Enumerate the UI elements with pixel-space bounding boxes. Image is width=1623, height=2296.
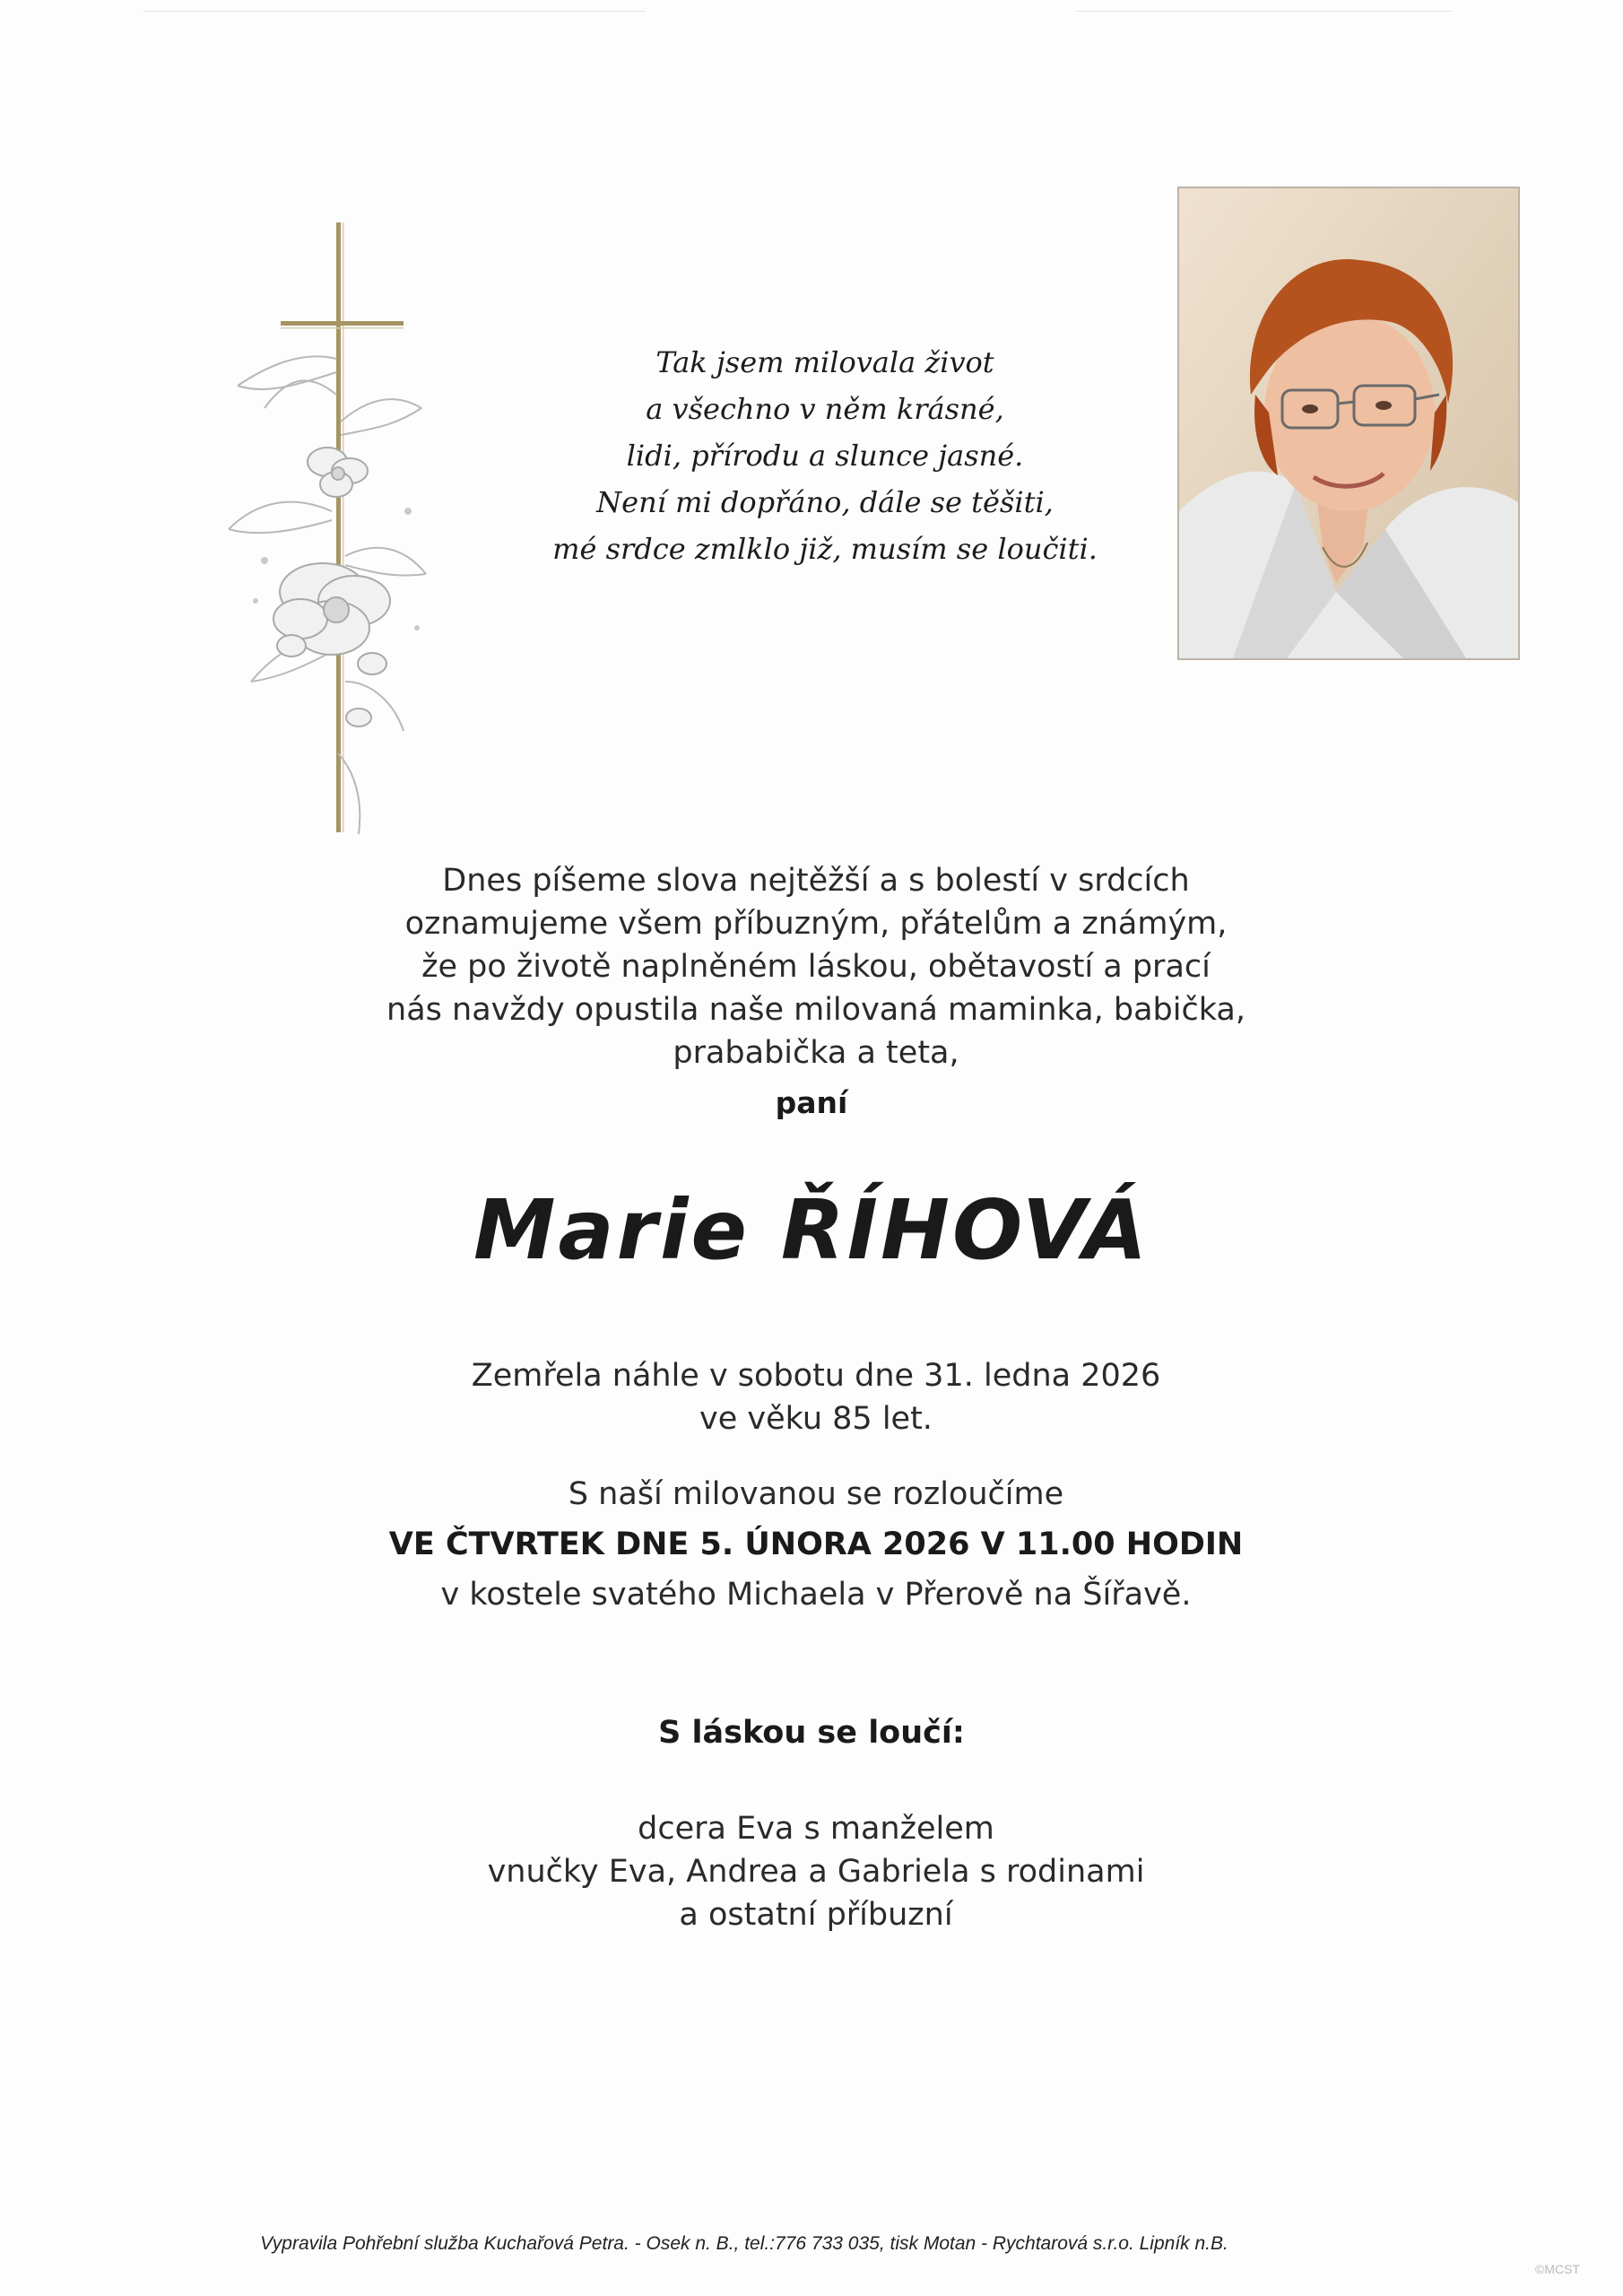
announcement-line: nás navždy opustila naše milovaná maminka, babička,: [386, 992, 1245, 1028]
portrait-photo: [1177, 187, 1520, 660]
mourners-list: [318, 1807, 1314, 1936]
poem: [502, 339, 1148, 572]
funeral-service-credit: Vypravila Pohřební služba Kuchařová Petra. - Osek n. B., tel.:776 733 035, tisk Motan - Rychtarová s.r.o. Lipník n.B.: [260, 2233, 1228, 2254]
funeral-date-time: VE ČTVRTEK DNE 5. ÚNORA 2026 V 11.00 HODIN: [388, 1526, 1244, 1562]
death-line: ve věku 85 let.: [699, 1401, 933, 1437]
poem-line: a všechno v něm krásné,: [646, 392, 1004, 426]
announcement-line: že po životě naplněném láskou, obětavostí a prací: [421, 949, 1211, 985]
mourner-line: vnučky Eva, Andrea a Gabriela s rodinami: [487, 1854, 1145, 1890]
poem-line: mé srdce zmlklo již, musím se loučiti.: [552, 532, 1098, 566]
poem-line: lidi, přírodu a slunce jasné.: [626, 439, 1024, 473]
funeral-location: v kostele svatého Michaela v Přerově na Šířavě.: [440, 1577, 1192, 1613]
mourner-line: a ostatní příbuzní: [679, 1897, 953, 1933]
mourners-heading: S láskou se loučí:: [658, 1715, 965, 1751]
watermark: ©MCST: [1535, 2262, 1580, 2276]
announcement-line: Dnes píšeme slova nejtěžší a s bolestí v srdcích: [442, 863, 1190, 899]
honorific: paní: [775, 1085, 848, 1120]
poem-line: Není mi dopřáno, dále se těšiti,: [596, 485, 1054, 519]
announcement-line: oznamujeme všem příbuzným, přátelům a známým,: [404, 906, 1228, 942]
funeral-details: [318, 1469, 1314, 1620]
deceased-name: Marie ŘÍHOVÁ: [473, 1182, 1150, 1278]
funeral-intro: S naší milovanou se rozloučíme: [568, 1476, 1064, 1512]
cross-with-flowers-icon: [202, 215, 435, 861]
announcement-text: [318, 859, 1314, 1074]
death-line: Zemřela náhle v sobotu dne 31. ledna 2026: [471, 1358, 1161, 1394]
announcement-line: prababička a teta,: [673, 1035, 959, 1071]
poem-line: Tak jsem milovala život: [655, 345, 994, 379]
scan-edge-line: [143, 11, 646, 12]
scan-edge-line: [1076, 11, 1453, 12]
mourner-line: dcera Eva s manželem: [638, 1811, 994, 1847]
death-details: [318, 1354, 1314, 1440]
